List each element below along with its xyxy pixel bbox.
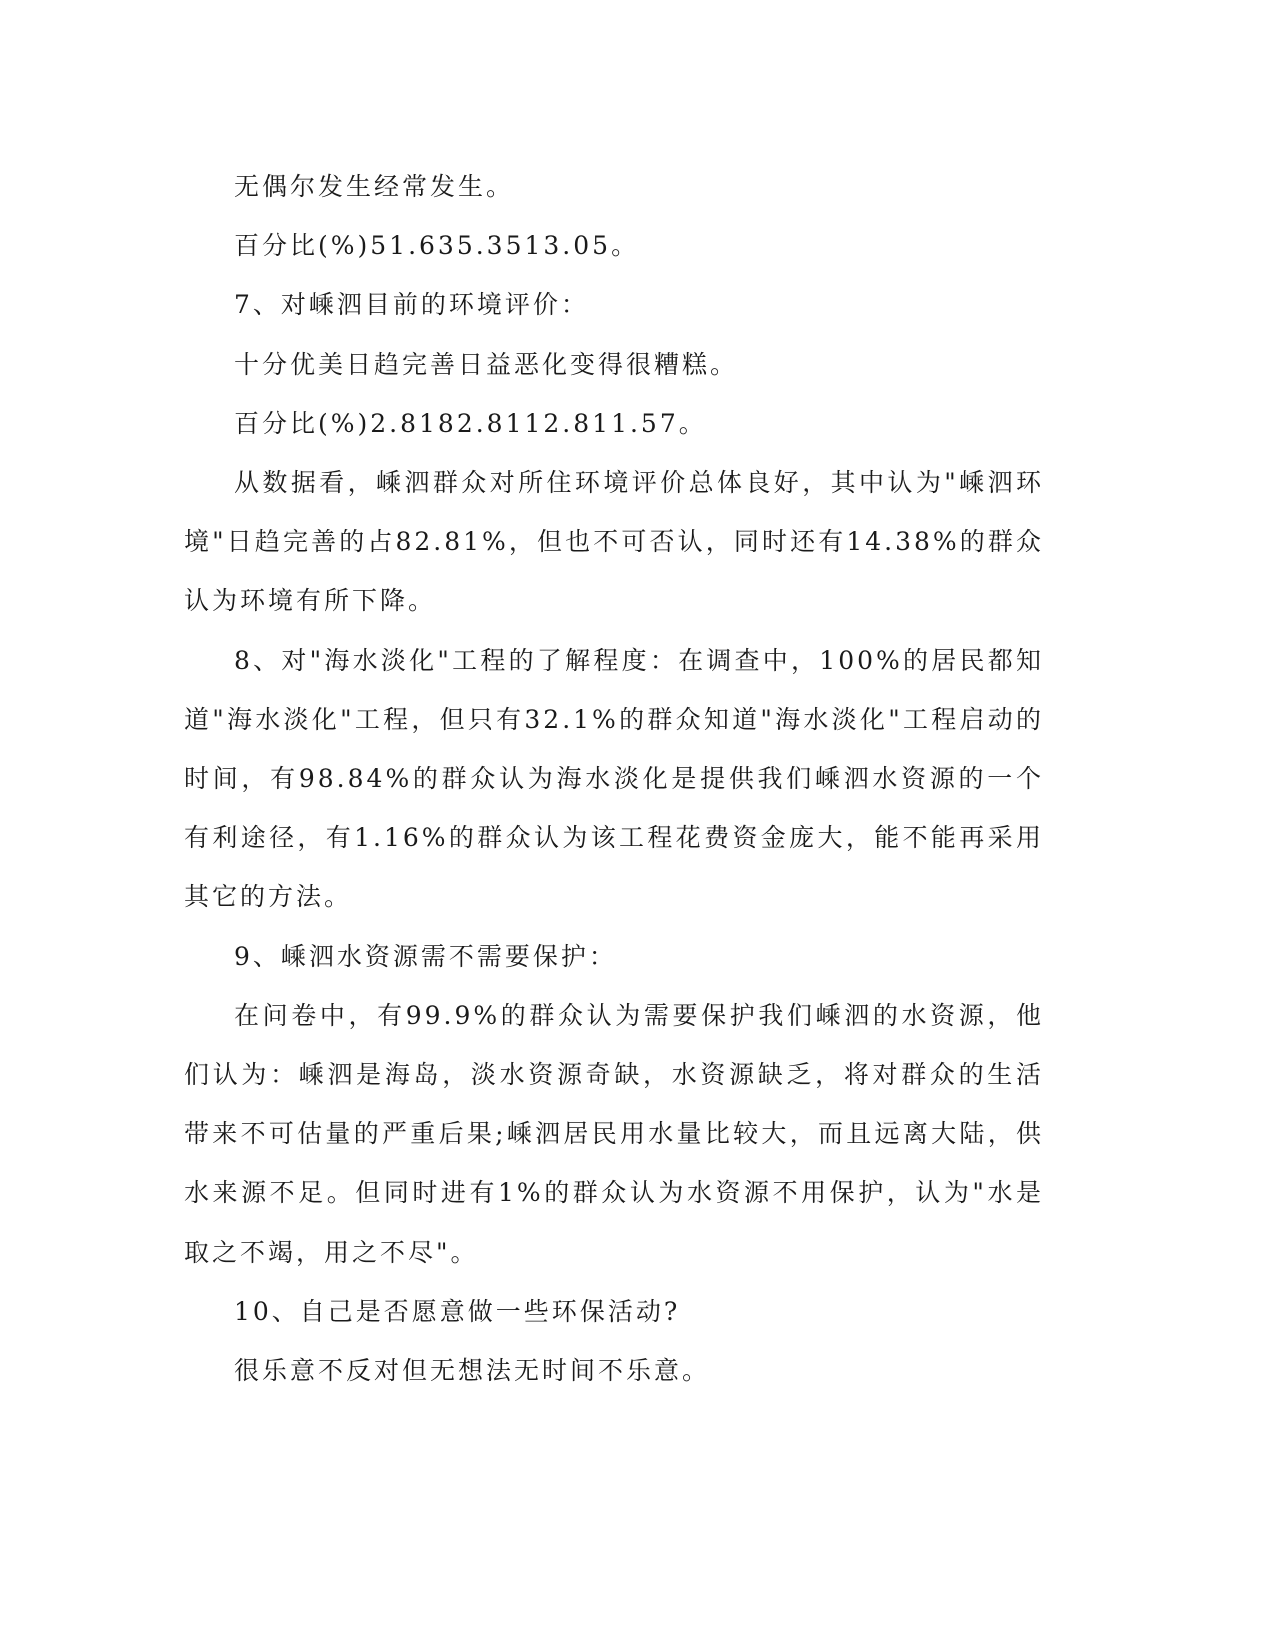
- activity-options-line: 很乐意不反对但无想法无时间不乐意。: [234, 1356, 711, 1386]
- environment-analysis-paragraph: 从数据看，嵊泗群众对所住环境评价总体良好，其中认为"嵊泗环境"日趋完善的占82.81%，但也不可否认，同时还有14.38%的群众认为环境有所下降。: [184, 468, 1044, 616]
- frequency-percent-line: 百分比(%)51.635.3513.05。: [234, 231, 640, 261]
- question-8-paragraph: 8、对"海水淡化"工程的了解程度：在调查中，100%的居民都知道"海水淡化"工程，但只有32.1%的群众知道"海水淡化"工程启动的时间，有98.84%的群众认为海水淡化是提供我们嵊泗水资源的一个有利途径，有1.16%的群众认为该工程花费资金庞大，能不能再采用其它的方法。: [184, 645, 1044, 912]
- question-10-heading: 10、自己是否愿意做一些环保活动?: [234, 1296, 681, 1326]
- question-9-heading: 9、嵊泗水资源需不需要保护：: [234, 941, 617, 971]
- environment-options-line: 十分优美日趋完善日益恶化变得很糟糕。: [234, 349, 739, 379]
- document-body: [184, 157, 1044, 1400]
- environment-percent-line: 百分比(%)2.8182.8112.811.57。: [234, 408, 707, 438]
- water-protection-paragraph: 在问卷中，有99.9%的群众认为需要保护我们嵊泗的水资源，他们认为：嵊泗是海岛，淡水资源奇缺，水资源缺乏，将对群众的生活带来不可估量的严重后果;嵊泗居民用水量比较大，而且远离大陆，供水来源不足。但同时进有1%的群众认为水资源不用保护，认为"水是取之不竭，用之不尽"。: [184, 1000, 1044, 1267]
- question-7-heading: 7、对嵊泗目前的环境评价：: [234, 290, 589, 320]
- frequency-options-line: 无偶尔发生经常发生。: [234, 172, 515, 201]
